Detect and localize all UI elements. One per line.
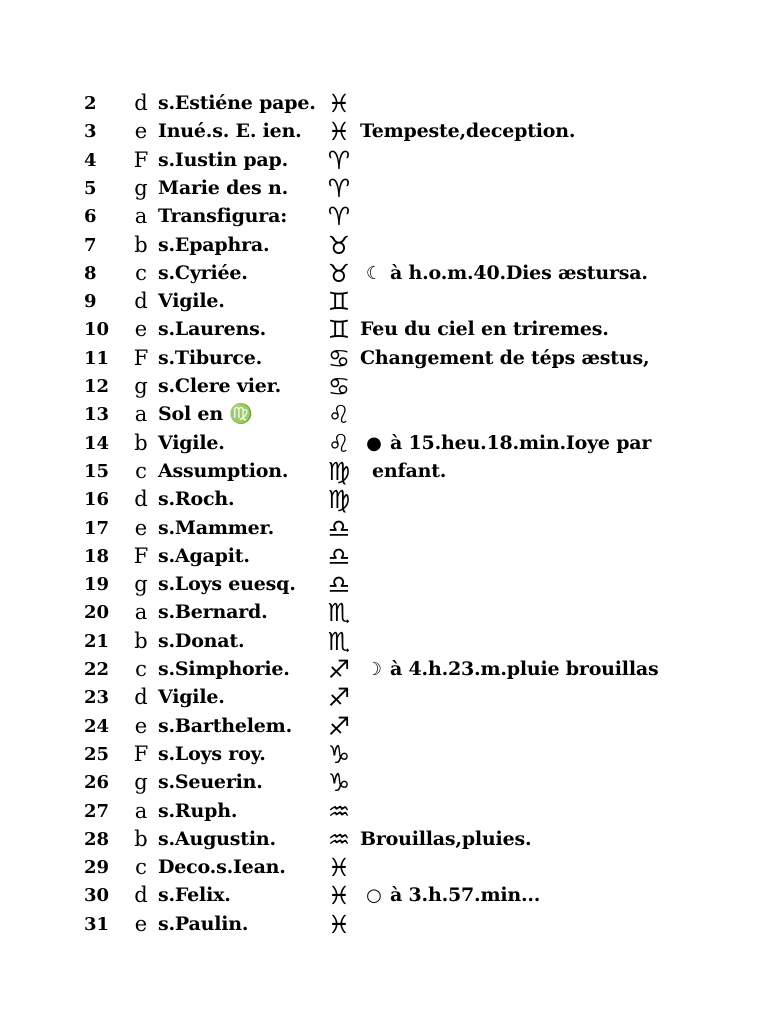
moon-phase-icon: ● (366, 432, 382, 454)
dominical-letter: a (134, 600, 148, 625)
calendar-row (0, 203, 757, 230)
calendar-row (0, 373, 757, 400)
saint-name: Vigile. (158, 686, 225, 709)
zodiac-sign-icon: ♍ (327, 485, 351, 515)
saint-name: Assumption. (158, 459, 289, 482)
day-number: 16 (84, 489, 110, 511)
saint-name: Transfigura: (158, 205, 288, 228)
calendar-row (0, 401, 757, 428)
dominical-letter: e (134, 119, 148, 144)
day-number: 9 (84, 291, 97, 313)
day-number: 7 (84, 234, 97, 256)
day-number: 5 (84, 177, 97, 199)
zodiac-sign-icon: ♈ (327, 202, 351, 232)
zodiac-sign-icon: ♌ (327, 428, 351, 458)
saint-name: Vigile. (158, 431, 225, 454)
prognostication-note: à 15.heu.18.min.Ioye par (390, 431, 652, 454)
calendar-row (0, 599, 757, 626)
calendar-row (0, 175, 757, 202)
saint-name: s.Loys euesq. (158, 573, 296, 596)
saint-name: s.Simphorie. (158, 658, 290, 680)
dominical-letter: e (134, 515, 148, 540)
dominical-letter: d (134, 685, 148, 710)
dominical-letter: F (133, 345, 149, 370)
day-number: 15 (84, 460, 110, 482)
calendar-row (0, 430, 757, 457)
dominical-letter: F (133, 543, 149, 568)
zodiac-sign-icon: ♉ (327, 230, 351, 260)
saint-name: s.Epaphra. (158, 233, 270, 256)
calendar-row (0, 90, 757, 117)
calendar-row (0, 345, 757, 372)
dominical-letter: d (134, 289, 148, 314)
dominical-letter: c (135, 657, 147, 681)
zodiac-sign-icon: ♏ (327, 598, 351, 628)
day-number: 12 (84, 376, 110, 397)
zodiac-sign-icon: ♐ (327, 711, 351, 741)
day-number: 24 (84, 715, 110, 737)
calendar-row (0, 911, 757, 938)
dominical-letter: g (134, 374, 148, 398)
zodiac-sign-icon: ♎ (327, 513, 351, 543)
day-number: 27 (84, 800, 110, 822)
dominical-letter: g (134, 572, 148, 597)
day-number: 22 (84, 659, 110, 680)
zodiac-sign-icon: ♎ (327, 541, 351, 571)
zodiac-sign-icon: ♐ (327, 655, 351, 684)
zodiac-sign-icon: ♋ (327, 372, 351, 401)
prognostication-note: à 4.h.23.m.pluie brouillas (390, 658, 659, 680)
zodiac-sign-icon: ♐ (327, 683, 351, 713)
calendar-row (0, 741, 757, 768)
prognostication-note: Feu du ciel en triremes. (360, 318, 609, 341)
day-number: 25 (84, 743, 110, 765)
day-number: 18 (84, 545, 110, 567)
zodiac-sign-icon: ♑ (327, 768, 351, 798)
dominical-letter: g (134, 770, 148, 795)
dominical-letter: d (134, 883, 148, 908)
calendar-row (0, 486, 757, 513)
day-number: 23 (84, 687, 110, 709)
calendar-row (0, 543, 757, 570)
zodiac-sign-icon: ♋ (327, 343, 351, 373)
saint-name: s.Paulin. (158, 912, 249, 935)
zodiac-sign-icon: ♌ (327, 400, 351, 430)
saint-name: s.Tiburce. (158, 346, 263, 369)
saint-name: s.Iustin pap. (158, 148, 289, 171)
saint-name: s.Ruph. (158, 799, 238, 822)
saint-name: s.Seuerin. (158, 771, 263, 794)
dominical-letter: e (134, 713, 148, 738)
dominical-letter: F (133, 147, 149, 172)
zodiac-sign-icon: ♓ (327, 89, 351, 118)
dominical-letter: b (134, 628, 148, 653)
zodiac-sign-icon: ♎ (327, 570, 351, 600)
calendar-row (0, 882, 757, 909)
dominical-letter: F (133, 741, 149, 766)
day-number: 2 (84, 93, 97, 114)
calendar-row (0, 826, 757, 853)
zodiac-sign-icon: ♊ (327, 287, 351, 317)
calendar-row (0, 288, 757, 315)
zodiac-sign-icon: ♉ (327, 258, 351, 288)
saint-name: s.Donat. (158, 629, 245, 652)
calendar-row (0, 260, 757, 287)
saint-name: s.Mammer. (158, 516, 275, 539)
day-number: 4 (84, 149, 97, 171)
dominical-letter: c (135, 855, 147, 880)
calendar-row (0, 628, 757, 655)
day-number: 30 (84, 885, 110, 907)
dominical-letter: b (134, 430, 148, 455)
saint-name: s.Roch. (158, 488, 235, 511)
calendar-row (0, 118, 757, 145)
saint-name: s.Cyriée. (158, 261, 248, 284)
saint-name: s.Bernard. (158, 601, 268, 624)
zodiac-sign-icon: ♈ (327, 145, 351, 175)
saint-name: Marie des n. (158, 176, 288, 199)
dominical-letter: b (134, 232, 148, 257)
day-number: 8 (84, 262, 97, 284)
day-number: 6 (84, 206, 97, 228)
prognostication-note: Tempeste,deception. (360, 120, 576, 143)
day-number: 14 (84, 432, 110, 454)
saint-name: s.Loys roy. (158, 742, 266, 765)
saint-name: s.Agapit. (158, 544, 250, 567)
saint-name: s.Clere vier. (158, 375, 282, 397)
moon-phase-icon: ☽ (365, 659, 383, 680)
calendar-row (0, 147, 757, 174)
prognostication-note: à 3.h.57.min... (390, 884, 541, 907)
prognostication-note: Changement de téps æstus, (360, 346, 650, 369)
calendar-row (0, 571, 757, 598)
zodiac-sign-icon: ♓ (327, 909, 351, 939)
dominical-letter: e (134, 317, 148, 342)
saint-name: Sol en ♍ (158, 403, 253, 426)
moon-phase-icon: ○ (366, 885, 382, 907)
calendar-row (0, 684, 757, 711)
dominical-letter: d (134, 91, 148, 115)
moon-phase-icon: ☾ (365, 262, 383, 284)
zodiac-sign-icon: ♊ (327, 315, 351, 345)
calendar-row (0, 854, 757, 881)
saint-name: s.Barthelem. (158, 714, 292, 737)
day-number: 13 (84, 404, 110, 426)
zodiac-sign-icon: ♒ (327, 824, 351, 854)
day-number: 19 (84, 574, 110, 596)
dominical-letter: e (134, 911, 148, 936)
day-number: 17 (84, 517, 110, 539)
calendar-row (0, 798, 757, 825)
dominical-letter: g (134, 175, 148, 200)
day-number: 26 (84, 772, 110, 794)
dominical-letter: a (134, 402, 148, 427)
calendar-row (0, 769, 757, 796)
dominical-letter: c (135, 260, 147, 285)
saint-name: s.Felix. (158, 884, 231, 907)
saint-name: s.Augustin. (158, 827, 276, 850)
day-number: 31 (84, 913, 110, 935)
saint-name: Vigile. (158, 290, 225, 313)
zodiac-sign-icon: ♒ (327, 796, 351, 826)
calendar-row (0, 458, 757, 485)
zodiac-sign-icon: ♓ (327, 881, 351, 911)
zodiac-sign-icon: ♈ (327, 173, 351, 203)
calendar-row (0, 656, 757, 683)
saint-name: Deco.s.Iean. (158, 856, 286, 879)
dominical-letter: a (134, 204, 148, 229)
dominical-letter: a (134, 798, 148, 823)
dominical-letter: c (135, 458, 147, 483)
prognostication-note: à h.o.m.40.Dies æstursa. (390, 261, 648, 284)
calendar-row (0, 713, 757, 740)
dominical-letter: d (134, 487, 148, 512)
saint-name: s.Estiéne pape. (158, 92, 316, 114)
day-number: 3 (84, 121, 97, 143)
prognostication-note: Brouillas,pluies. (360, 827, 532, 850)
dominical-letter: b (134, 826, 148, 851)
calendar-row (0, 232, 757, 259)
day-number: 21 (84, 630, 110, 652)
day-number: 29 (84, 857, 110, 879)
saint-name: s.Laurens. (158, 318, 267, 341)
day-number: 11 (84, 347, 110, 369)
calendar-row (0, 316, 757, 343)
zodiac-sign-icon: ♑ (327, 739, 351, 769)
day-number: 28 (84, 828, 110, 850)
calendar-row (0, 515, 757, 542)
day-number: 10 (84, 319, 110, 341)
zodiac-sign-icon: ♍ (327, 456, 351, 486)
zodiac-sign-icon: ♏ (327, 626, 351, 656)
zodiac-sign-icon: ♓ (327, 853, 351, 883)
saint-name: Inué.s. E. ien. (158, 120, 302, 143)
prognostication-note: enfant. (372, 459, 447, 482)
day-number: 20 (84, 602, 110, 624)
zodiac-sign-icon: ♓ (327, 117, 351, 147)
